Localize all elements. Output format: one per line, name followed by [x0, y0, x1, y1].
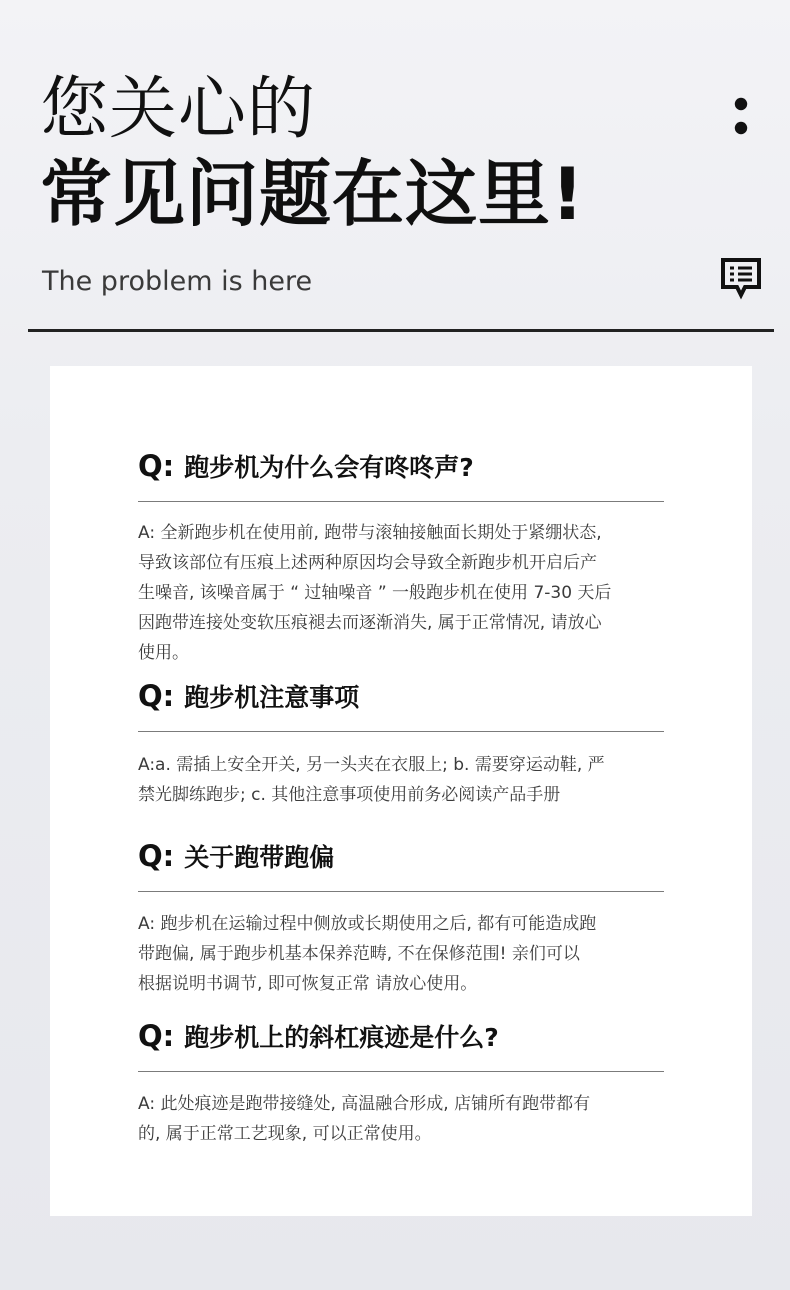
faq-question [138, 679, 664, 713]
faq-divider [138, 731, 664, 732]
faq-question-marker: Q: [138, 1019, 175, 1053]
page-title-line-2: 常见问题在这里! [40, 152, 585, 236]
faq-question [138, 449, 664, 483]
faq-answer: A: 此处痕迹是跑带接缝处, 高温融合形成, 店铺所有跑带都有 的, 属于正常工艺现象, 可以正常使用。 [138, 1094, 591, 1144]
page-subtitle: The problem is here [42, 266, 313, 297]
faq-item [138, 1019, 664, 1149]
faq-answer: A: 跑步机在运输过程中侧放或长期使用之后, 都有可能造成跑 带跑偏, 属于跑步机基本保养范畴, 不在保修范围! 亲们可以 根据说明书调节, 即可恢复正常 请放心使用。 [138, 914, 597, 994]
faq-divider [138, 1071, 664, 1072]
more-vertical-icon[interactable] [726, 94, 756, 140]
message-box-icon[interactable] [718, 256, 764, 300]
faq-question-marker: Q: [138, 449, 175, 483]
faq-question-text: 跑步机上的斜杠痕迹是什么? [184, 1023, 499, 1052]
header [0, 0, 790, 340]
faq-divider [138, 501, 664, 502]
faq-question-marker: Q: [138, 679, 175, 713]
faq-question [138, 839, 664, 873]
faq-answer: A:a. 需插上安全开关, 另一头夹在衣服上; b. 需要穿运动鞋, 严 禁光脚练跑步; c. 其他注意事项使用前务必阅读产品手册 [138, 755, 605, 805]
faq-question-text: 关于跑带跑偏 [184, 843, 335, 872]
faq-question-text: 跑步机为什么会有咚咚声? [184, 453, 474, 482]
faq-question [138, 1019, 664, 1053]
faq-item [138, 839, 664, 999]
faq-item [138, 449, 664, 668]
faq-item [138, 679, 664, 810]
header-divider [28, 329, 774, 332]
faq-divider [138, 891, 664, 892]
page-title-line-1: 您关心的 [40, 70, 317, 149]
faq-answer: A: 全新跑步机在使用前, 跑带与滚轴接触面长期处于紧绷状态, 导致该部位有压痕上述两种原因均会导致全新跑步机开启后产 生噪音, 该噪音属于 “ 过轴噪音 ” 一般跑步机在使用 7-30 天后 因跑带连接处变软压痕褪去而逐渐消失, 属于正常情况, 请放心 使用。 [138, 523, 612, 663]
faq-question-text: 跑步机注意事项 [184, 683, 360, 712]
faq-question-marker: Q: [138, 839, 175, 873]
